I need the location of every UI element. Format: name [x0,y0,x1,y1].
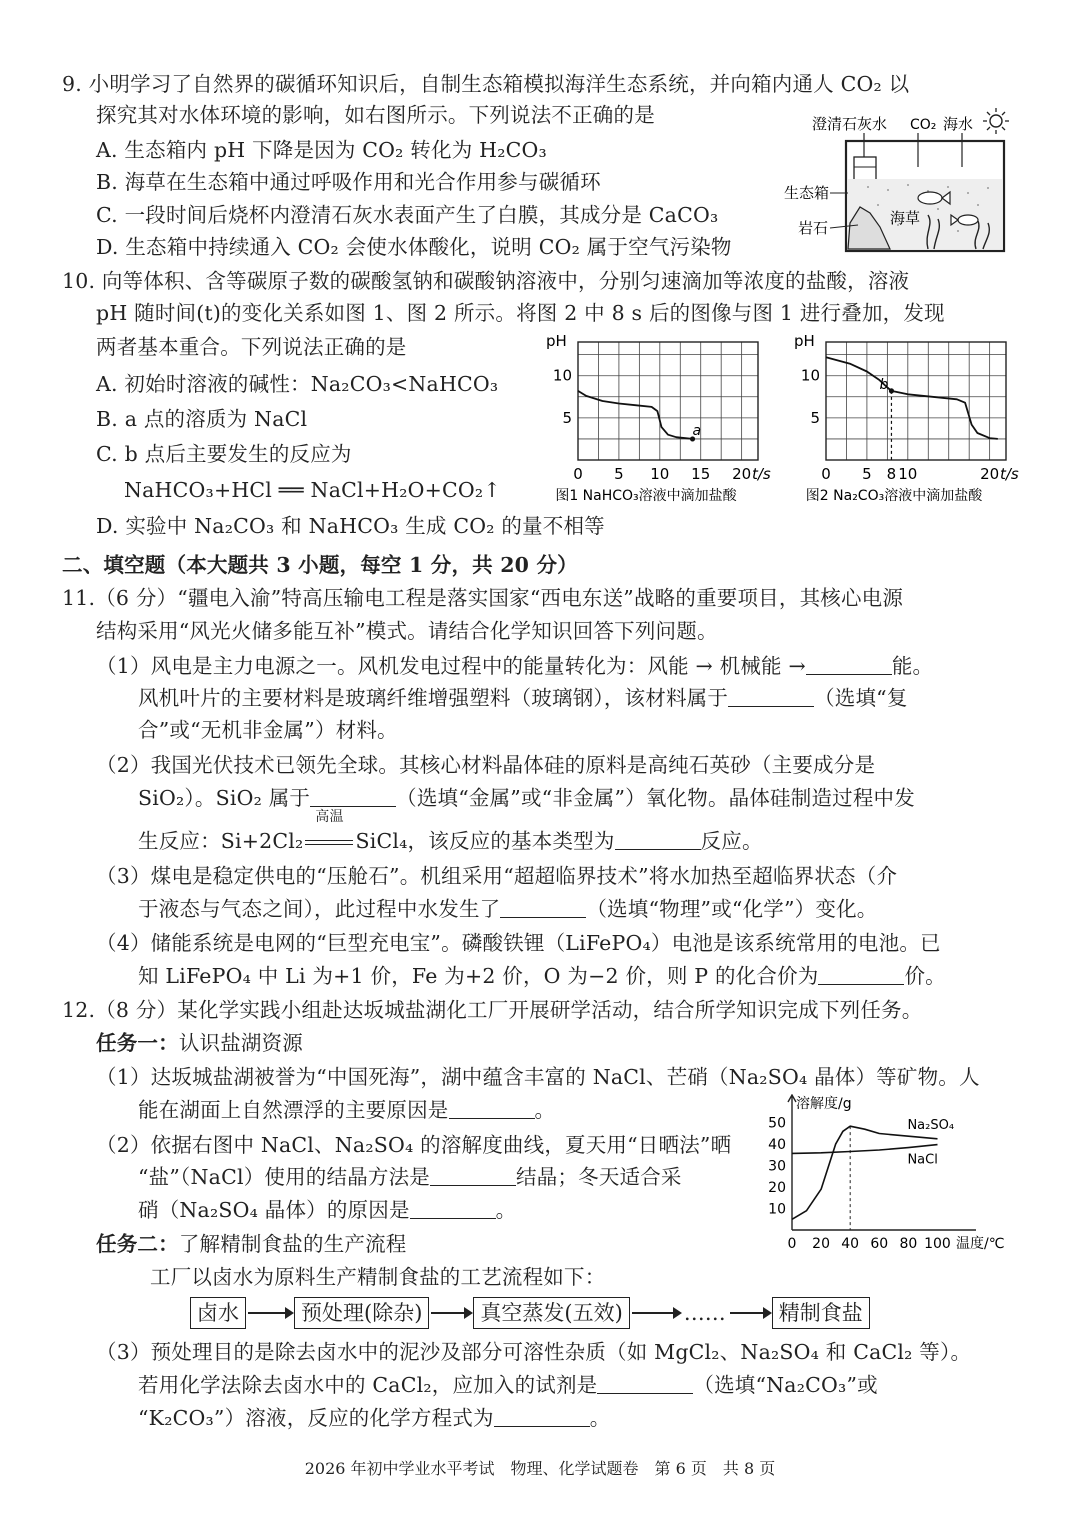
seawater-label: 海水 [943,115,974,133]
y-axis-label: pH [546,332,567,350]
q11-part3-line2: 于液态与气态之间），此过程中水发生了 （选填“物理”或“化学”）变化。 [138,897,878,921]
process-flow-diagram [190,1296,870,1330]
flow-step-vacuum-evaporation: 真空蒸发(五效) [473,1297,629,1329]
y-tick-label: 10 [800,366,820,385]
q9-option-b: B. 海草在生态箱中通过呼吸作用和光合作用参与碳循环 [96,170,601,194]
q12-task1-heading: 任务一：认识盐湖资源 [96,1031,304,1055]
q12-flow-intro: 工厂以卤水为原料生产精制食盐的工艺流程如下： [150,1265,606,1289]
q10-stem-line1: 10. 向等体积、含等碳原子数的碳酸氢钠和碳酸钠溶液中，分别匀速滴加等浓度的盐酸，溶液 [62,269,910,293]
solubility-curve-chart [756,1094,1028,1264]
q11-part4-line2: 知 LiFePO₄ 中 Li 为+1 价，Fe 为+2 价，O 为−2 价，则 P 的化合价为 价。 [138,964,946,988]
q12-part2-line3: 硝（Na₂SO₄ 晶体）的原因是 。 [138,1198,517,1222]
y-tick-label: 5 [562,408,572,427]
seagrass-label: 海草 [890,209,921,227]
series-label: Na₂SO₄ [907,1118,955,1134]
y-tick-label: 10 [552,366,572,385]
q11-part1-line2: 风机叶片的主要材料是玻璃纤维增强塑料（玻璃钢），该材料属于 （选填“复 [138,686,908,710]
q9-option-d: D. 生态箱中持续通入 CO₂ 会使水体酸化，说明 CO₂ 属于空气污染物 [96,235,732,259]
q9-option-a: A. 生态箱内 pH 下降是因为 CO₂ 转化为 H₂CO₃ [96,138,547,162]
x-tick-label: 15 [691,465,711,483]
co2-label: CO₂ [910,117,937,133]
y-axis-label: 溶解度/g [796,1096,852,1112]
y-tick-label: 10 [768,1201,786,1218]
q10-option-c: C. b 点后主要发生的反应为 [96,442,352,466]
q11-part2-line3: 生反应：Si+2Cl₂ 高温 SiCl₄，该反应的基本类型为 反应。 [138,809,763,853]
x-tick-label: 20 [732,465,752,483]
ph-chart-nahco3 [540,330,780,508]
q11-part1-line1: （1）风电是主力电源之一。风机发电过程中的能量转化为：风能 → 机械能 → 能。 [96,654,934,678]
q12-part2-line2: “盐”（NaCl）使用的结晶方法是 结晶；冬天适合采 [138,1165,682,1189]
q12-part1-line1: （1）达坂城盐湖被誉为“中国死海”，湖中蕴含丰富的 NaCl、芒硝（Na₂SO₄ 晶体）等矿物。人 [96,1065,980,1089]
x-tick-label: 40 [841,1236,860,1252]
answer-blank[interactable] [430,1167,516,1186]
q11-stem-line2: 结构采用“风光火储多能互补”模式。请结合化学知识回答下列问题。 [96,619,718,643]
q11-part3-line1: （3）煤电是稳定供电的“压舱石”。机组采用“超超临界技术”将水加热至超临界状态（介 [96,864,898,888]
x-tick-label: 5 [862,465,872,483]
ph-curve [578,391,693,439]
limewater-label: 澄清石灰水 [812,115,888,133]
flow-step-brine: 卤水 [190,1297,246,1329]
flow-arrow [730,1312,770,1314]
q12-task2-heading: 任务二：了解精制食盐的生产流程 [96,1232,407,1256]
ecosystem-box-figure [778,105,1028,255]
answer-blank[interactable] [494,1408,590,1427]
x-tick-label: 20 [980,465,1000,483]
x-tick-label: 60 [870,1236,889,1252]
answer-blank[interactable] [449,1100,535,1119]
ph-curve [826,357,998,439]
answer-blank[interactable] [500,899,586,918]
ph-chart-na2co3 [788,330,1028,508]
answer-blank[interactable] [310,788,396,807]
q12-part3-line2: 若用化学法除去卤水中的 CaCl₂，应加入的试剂是 （选填“Na₂CO₃”或 [138,1373,878,1397]
answer-blank[interactable] [615,831,701,850]
q9-option-c: C. 一段时间后烧杯内澄清石灰水表面产生了白膜，其成分是 CaCO₃ [96,203,719,227]
series-label: NaCl [907,1152,938,1168]
x-tick-label: 0 [787,1236,797,1252]
answer-blank[interactable] [597,1375,693,1394]
x-axis-label: t/s [1000,465,1019,483]
x-tick-label: 0 [821,465,831,483]
flow-ellipsis: …… [683,1301,726,1325]
y-tick-label: 40 [768,1137,786,1154]
x-tick-label: 8 [886,465,897,483]
answer-blank[interactable] [728,688,814,707]
chart-caption: 图2 Na₂CO₃溶液中滴加盐酸 [805,488,983,504]
flow-arrow [431,1312,471,1314]
q10-stem-line3: 两者基本重合。下列说法正确的是 [96,335,407,359]
flow-arrow [632,1312,680,1314]
q9-stem-line2: 探究其对水体环境的影响，如右图所示。下列说法不正确的是 [96,103,655,127]
point-label: b [879,376,889,393]
q11-part1-line3: 合”或“无机非金属”）材料。 [138,718,398,742]
answer-blank[interactable] [410,1200,496,1219]
x-tick-label: 80 [899,1236,918,1252]
y-tick-label: 5 [810,408,820,427]
plot-frame [826,342,1006,460]
x-axis-label: t/s [752,465,771,483]
section-2-heading: 二、填空题（本大题共 3 小题，每空 1 分，共 20 分） [62,553,578,577]
q11-part4-line1: （4）储能系统是电网的“巨型充电宝”。磷酸铁锂（LiFePO₄）电池是该系统常用的电池。已 [96,931,941,955]
rock-label: 岩石 [798,219,829,237]
q11-part2-line2: SiO₂）。SiO₂ 属于 （选填“金属”或“非金属”）氧化物。晶体硅制造过程中发 [138,786,915,810]
q10-stem-line2: pH 随时间(t)的变化关系如图 1、图 2 所示。将图 2 中 8 s 后的图像与图 1 进行叠加，发现 [96,301,945,325]
q9-stem-line1: 9. 小明学习了自然界的碳循环知识后，自制生态箱模拟海洋生态系统，并向箱内通人 CO₂ 以 [62,72,910,96]
y-tick-label: 30 [768,1158,786,1175]
flow-step-refined-salt: 精制食盐 [772,1297,870,1329]
q12-stem: 12.（8 分）某化学实践小组赴达坂城盐湖化工厂开展研学活动，结合所学知识完成下列任务。 [62,998,923,1022]
x-tick-label: 5 [614,465,624,483]
q10-option-d: D. 实验中 Na₂CO₃ 和 NaHCO₃ 生成 CO₂ 的量不相等 [96,514,605,538]
q12-part3-line1: （3）预处理目的是除去卤水中的泥沙及部分可溶性杂质（如 MgCl₂、Na₂SO₄ 和 CaCl₂ 等）。 [96,1340,972,1364]
q10-equation: NaHCO₃+HCl ══ NaCl+H₂O+CO₂↑ [124,478,501,502]
q10-option-a: A. 初始时溶液的碱性：Na₂CO₃<NaHCO₃ [96,372,499,396]
page-footer: 2026 年初中学业水平考试 物理、化学试题卷 第 6 页 共 8 页 [304,1459,776,1478]
x-axis-label: 温度/℃ [956,1236,1005,1252]
q12-part3-line3: “K₂CO₃”）溶液，反应的化学方程式为 。 [138,1406,611,1430]
x-tick-label: 0 [573,465,583,483]
q11-stem-line1: 11.（6 分）“疆电入渝”特高压输电工程是落实国家“西电东送”战略的重要项目，其核心电源 [62,586,904,610]
chart-caption: 图1 NaHCO₃溶液中滴加盐酸 [555,488,737,504]
x-tick-label: 20 [812,1236,831,1252]
flow-arrow [248,1312,292,1314]
q12-part1-line2: 能在湖面上自然漂浮的主要原因是 。 [138,1098,556,1122]
y-tick-label: 50 [768,1115,786,1132]
box-label: 生态箱 [784,184,830,202]
q10-option-b: B. a 点的溶质为 NaCl [96,407,308,431]
answer-blank[interactable] [818,966,904,985]
x-tick-label: 100 [924,1236,951,1252]
y-axis-label: pH [794,332,815,350]
q11-part2-line1: （2）我国光伏技术已领先全球。其核心材料晶体硅的原料是高纯石英砂（主要成分是 [96,753,876,777]
x-tick-label: 10 [898,465,918,483]
x-tick-label: 10 [650,465,670,483]
sun-icon [983,108,1009,134]
q12-part2-line1: （2）依据右图中 NaCl、Na₂SO₄ 的溶解度曲线，夏天用“日晒法”晒 [96,1133,732,1157]
y-tick-label: 20 [768,1180,786,1197]
flow-step-pretreatment: 预处理(除杂) [294,1297,429,1329]
na2so4-curve [792,1126,938,1219]
reaction-condition: 高温 [303,827,355,855]
answer-blank[interactable] [806,656,892,675]
point-label: a [692,422,702,439]
